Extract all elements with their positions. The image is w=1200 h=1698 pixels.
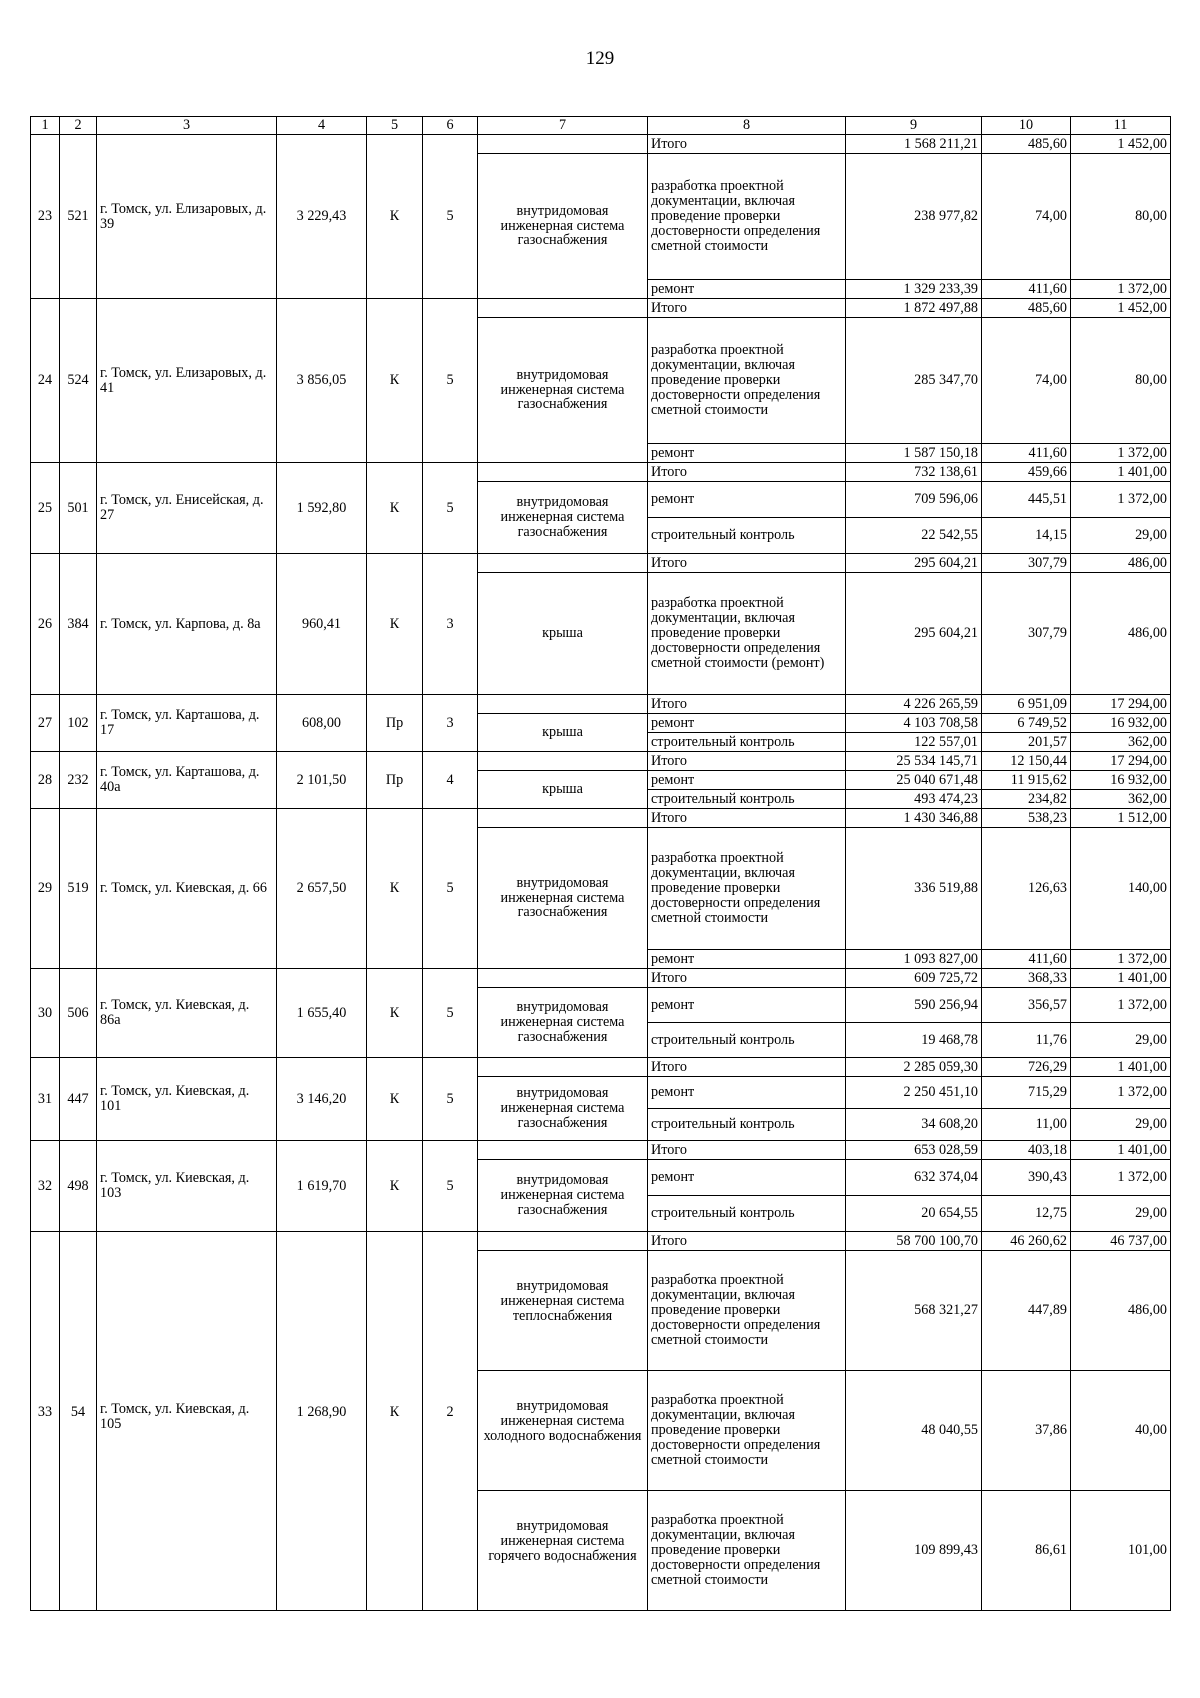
total-v11: 1 401,00 xyxy=(1071,1058,1171,1077)
row-address: г. Томск, ул. Енисейская, д. 27 xyxy=(97,463,277,554)
work-design-v10: 447,89 xyxy=(982,1251,1071,1371)
row-type: Пр xyxy=(367,752,423,809)
work-repair-v10: 6 749,52 xyxy=(982,714,1071,733)
table-row xyxy=(31,1141,1171,1160)
register-table xyxy=(30,116,1171,1611)
empty-cell xyxy=(478,299,648,318)
work-control-label: строительный контроль xyxy=(648,790,846,809)
work-repair-v10: 11 915,62 xyxy=(982,771,1071,790)
row-address: г. Томск, ул. Карпова, д. 8а xyxy=(97,554,277,695)
row-area: 1 592,80 xyxy=(277,463,367,554)
row-type: Пр xyxy=(367,695,423,752)
work-design-v9: 285 347,70 xyxy=(846,318,982,444)
work-repair-v9: 1 329 233,39 xyxy=(846,280,982,299)
row-number: 27 xyxy=(31,695,60,752)
row-type: К xyxy=(367,969,423,1058)
total-v9: 732 138,61 xyxy=(846,463,982,482)
row-code: 232 xyxy=(60,752,97,809)
work-repair-v11: 16 932,00 xyxy=(1071,714,1171,733)
row-floors: 5 xyxy=(423,1141,478,1232)
row-type: К xyxy=(367,463,423,554)
total-label: Итого xyxy=(648,809,846,828)
row-address: г. Томск, ул. Карташова, д. 17 xyxy=(97,695,277,752)
work-repair-v11: 1 372,00 xyxy=(1071,444,1171,463)
table-row xyxy=(31,554,1171,573)
work-repair-v9: 2 250 451,10 xyxy=(846,1077,982,1109)
table-row xyxy=(31,752,1171,771)
row-code: 524 xyxy=(60,299,97,463)
total-v11: 17 294,00 xyxy=(1071,695,1171,714)
work-repair-v10: 390,43 xyxy=(982,1160,1071,1196)
work-design-v11: 140,00 xyxy=(1071,828,1171,950)
work-design-label: разработка проектной документации, включая проведение проверки достоверности определения сметной стоимости xyxy=(648,1251,846,1371)
row-type: К xyxy=(367,299,423,463)
header-cell: 4 xyxy=(277,117,367,135)
work-control-v10: 12,75 xyxy=(982,1196,1071,1232)
work-control-label: строительный контроль xyxy=(648,1196,846,1232)
work-repair-v9: 25 040 671,48 xyxy=(846,771,982,790)
empty-cell xyxy=(478,809,648,828)
row-code: 521 xyxy=(60,135,97,299)
row-area: 2 657,50 xyxy=(277,809,367,969)
header-cell: 3 xyxy=(97,117,277,135)
row-number: 28 xyxy=(31,752,60,809)
header-cell: 7 xyxy=(478,117,648,135)
work-control-v11: 29,00 xyxy=(1071,518,1171,554)
header-cell: 1 xyxy=(31,117,60,135)
work-repair-v9: 709 596,06 xyxy=(846,482,982,518)
work-control-v9: 22 542,55 xyxy=(846,518,982,554)
row-type: К xyxy=(367,1232,423,1611)
row-floors: 5 xyxy=(423,1058,478,1141)
system-name: внутридомовая инженерная система газоснабжения xyxy=(478,1160,648,1232)
work-control-v9: 34 608,20 xyxy=(846,1109,982,1141)
row-area: 960,41 xyxy=(277,554,367,695)
work-design-v10: 37,86 xyxy=(982,1371,1071,1491)
empty-cell xyxy=(478,463,648,482)
work-design-label: разработка проектной документации, включая проведение проверки достоверности определения сметной стоимости xyxy=(648,828,846,950)
row-code: 447 xyxy=(60,1058,97,1141)
row-area: 1 268,90 xyxy=(277,1232,367,1611)
total-v10: 6 951,09 xyxy=(982,695,1071,714)
work-repair-v10: 715,29 xyxy=(982,1077,1071,1109)
row-code: 501 xyxy=(60,463,97,554)
work-design-v9: 48 040,55 xyxy=(846,1371,982,1491)
work-repair-v11: 1 372,00 xyxy=(1071,988,1171,1023)
header-cell: 6 xyxy=(423,117,478,135)
work-design-v11: 486,00 xyxy=(1071,573,1171,695)
row-floors: 5 xyxy=(423,135,478,299)
work-repair-v10: 411,60 xyxy=(982,950,1071,969)
row-area: 1 619,70 xyxy=(277,1141,367,1232)
total-label: Итого xyxy=(648,1232,846,1251)
work-control-v11: 362,00 xyxy=(1071,733,1171,752)
work-repair-v11: 1 372,00 xyxy=(1071,1160,1171,1196)
header-cell: 5 xyxy=(367,117,423,135)
total-v9: 609 725,72 xyxy=(846,969,982,988)
row-number: 26 xyxy=(31,554,60,695)
work-repair-v9: 1 587 150,18 xyxy=(846,444,982,463)
work-control-v10: 11,00 xyxy=(982,1109,1071,1141)
empty-cell xyxy=(478,969,648,988)
header-row xyxy=(31,117,1171,135)
work-design-v11: 80,00 xyxy=(1071,154,1171,280)
row-number: 24 xyxy=(31,299,60,463)
work-control-v11: 362,00 xyxy=(1071,790,1171,809)
row-area: 608,00 xyxy=(277,695,367,752)
row-type: К xyxy=(367,554,423,695)
work-design-v10: 74,00 xyxy=(982,154,1071,280)
work-repair-v11: 1 372,00 xyxy=(1071,280,1171,299)
row-floors: 5 xyxy=(423,463,478,554)
header-cell: 9 xyxy=(846,117,982,135)
work-design-v11: 40,00 xyxy=(1071,1371,1171,1491)
total-v11: 17 294,00 xyxy=(1071,752,1171,771)
header-cell: 10 xyxy=(982,117,1071,135)
empty-cell xyxy=(478,1141,648,1160)
work-control-label: строительный контроль xyxy=(648,733,846,752)
work-control-label: строительный контроль xyxy=(648,1023,846,1058)
total-v11: 486,00 xyxy=(1071,554,1171,573)
work-repair-v11: 16 932,00 xyxy=(1071,771,1171,790)
work-control-v10: 201,57 xyxy=(982,733,1071,752)
work-control-v9: 122 557,01 xyxy=(846,733,982,752)
work-design-label: разработка проектной документации, включая проведение проверки достоверности определения сметной стоимости (ремонт) xyxy=(648,573,846,695)
work-design-v9: 568 321,27 xyxy=(846,1251,982,1371)
work-design-v11: 101,00 xyxy=(1071,1491,1171,1611)
total-v9: 2 285 059,30 xyxy=(846,1058,982,1077)
row-code: 519 xyxy=(60,809,97,969)
work-design-v11: 486,00 xyxy=(1071,1251,1171,1371)
work-design-v11: 80,00 xyxy=(1071,318,1171,444)
system-name: внутридомовая инженерная система газоснабжения xyxy=(478,1077,648,1141)
row-floors: 5 xyxy=(423,809,478,969)
row-code: 384 xyxy=(60,554,97,695)
total-v9: 653 028,59 xyxy=(846,1141,982,1160)
system-name: внутридомовая инженерная система холодного водоснабжения xyxy=(478,1371,648,1491)
row-floors: 5 xyxy=(423,969,478,1058)
row-floors: 4 xyxy=(423,752,478,809)
row-number: 30 xyxy=(31,969,60,1058)
work-control-label: строительный контроль xyxy=(648,518,846,554)
work-repair-v10: 411,60 xyxy=(982,444,1071,463)
work-repair-label: ремонт xyxy=(648,482,846,518)
system-name: внутридомовая инженерная система газоснабжения xyxy=(478,988,648,1058)
work-design-v9: 295 604,21 xyxy=(846,573,982,695)
empty-cell xyxy=(478,1058,648,1077)
row-floors: 5 xyxy=(423,299,478,463)
total-label: Итого xyxy=(648,135,846,154)
total-label: Итого xyxy=(648,752,846,771)
row-type: К xyxy=(367,135,423,299)
row-code: 54 xyxy=(60,1232,97,1611)
table-row xyxy=(31,695,1171,714)
row-code: 102 xyxy=(60,695,97,752)
work-design-v9: 109 899,43 xyxy=(846,1491,982,1611)
work-control-v11: 29,00 xyxy=(1071,1196,1171,1232)
work-design-v9: 336 519,88 xyxy=(846,828,982,950)
total-v9: 1 568 211,21 xyxy=(846,135,982,154)
work-design-v9: 238 977,82 xyxy=(846,154,982,280)
total-label: Итого xyxy=(648,969,846,988)
header-cell: 11 xyxy=(1071,117,1171,135)
work-design-label: разработка проектной документации, включая проведение проверки достоверности определения сметной стоимости xyxy=(648,1371,846,1491)
row-floors: 3 xyxy=(423,554,478,695)
row-area: 3 229,43 xyxy=(277,135,367,299)
work-design-label: разработка проектной документации, включая проведение проверки достоверности определения сметной стоимости xyxy=(648,318,846,444)
work-repair-label: ремонт xyxy=(648,771,846,790)
table-row xyxy=(31,1232,1171,1251)
row-floors: 3 xyxy=(423,695,478,752)
system-name: внутридомовая инженерная система газоснабжения xyxy=(478,154,648,299)
empty-cell xyxy=(478,554,648,573)
work-control-v10: 11,76 xyxy=(982,1023,1071,1058)
empty-cell xyxy=(478,1232,648,1251)
table-row xyxy=(31,969,1171,988)
work-control-v9: 19 468,78 xyxy=(846,1023,982,1058)
table-row xyxy=(31,809,1171,828)
row-area: 2 101,50 xyxy=(277,752,367,809)
work-control-v10: 14,15 xyxy=(982,518,1071,554)
total-v11: 46 737,00 xyxy=(1071,1232,1171,1251)
table-row xyxy=(31,299,1171,318)
total-v9: 58 700 100,70 xyxy=(846,1232,982,1251)
work-repair-v10: 445,51 xyxy=(982,482,1071,518)
work-repair-label: ремонт xyxy=(648,1160,846,1196)
work-repair-v10: 356,57 xyxy=(982,988,1071,1023)
system-name: крыша xyxy=(478,573,648,695)
work-design-v10: 307,79 xyxy=(982,573,1071,695)
row-type: К xyxy=(367,809,423,969)
work-control-v10: 234,82 xyxy=(982,790,1071,809)
system-name: внутридомовая инженерная система теплоснабжения xyxy=(478,1251,648,1371)
total-v9: 1 430 346,88 xyxy=(846,809,982,828)
row-address: г. Томск, ул. Киевская, д. 103 xyxy=(97,1141,277,1232)
row-address: г. Томск, ул. Киевская, д. 105 xyxy=(97,1232,277,1611)
total-v10: 459,66 xyxy=(982,463,1071,482)
row-number: 31 xyxy=(31,1058,60,1141)
row-type: К xyxy=(367,1058,423,1141)
work-design-v10: 74,00 xyxy=(982,318,1071,444)
total-v11: 1 401,00 xyxy=(1071,1141,1171,1160)
work-repair-v9: 1 093 827,00 xyxy=(846,950,982,969)
work-repair-v9: 590 256,94 xyxy=(846,988,982,1023)
system-name: внутридомовая инженерная система газоснабжения xyxy=(478,318,648,463)
work-repair-label: ремонт xyxy=(648,1077,846,1109)
header-cell: 2 xyxy=(60,117,97,135)
row-address: г. Томск, ул. Елизаровых, д. 39 xyxy=(97,135,277,299)
empty-cell xyxy=(478,695,648,714)
work-repair-v11: 1 372,00 xyxy=(1071,482,1171,518)
total-v11: 1 401,00 xyxy=(1071,969,1171,988)
row-area: 3 856,05 xyxy=(277,299,367,463)
total-v11: 1 452,00 xyxy=(1071,135,1171,154)
table-row xyxy=(31,463,1171,482)
row-address: г. Томск, ул. Елизаровых, д. 41 xyxy=(97,299,277,463)
empty-cell xyxy=(478,135,648,154)
system-name: крыша xyxy=(478,771,648,809)
row-number: 23 xyxy=(31,135,60,299)
total-label: Итого xyxy=(648,1058,846,1077)
work-design-label: разработка проектной документации, включая проведение проверки достоверности определения сметной стоимости xyxy=(648,154,846,280)
work-repair-v11: 1 372,00 xyxy=(1071,1077,1171,1109)
table-row xyxy=(31,135,1171,154)
header-cell: 8 xyxy=(648,117,846,135)
total-v11: 1 512,00 xyxy=(1071,809,1171,828)
empty-cell xyxy=(478,752,648,771)
row-number: 33 xyxy=(31,1232,60,1611)
work-repair-label: ремонт xyxy=(648,988,846,1023)
total-v9: 4 226 265,59 xyxy=(846,695,982,714)
total-v10: 368,33 xyxy=(982,969,1071,988)
total-v9: 295 604,21 xyxy=(846,554,982,573)
row-type: К xyxy=(367,1141,423,1232)
total-v9: 1 872 497,88 xyxy=(846,299,982,318)
work-control-v11: 29,00 xyxy=(1071,1023,1171,1058)
row-address: г. Томск, ул. Киевская, д. 86а xyxy=(97,969,277,1058)
work-repair-label: ремонт xyxy=(648,950,846,969)
total-label: Итого xyxy=(648,1141,846,1160)
row-area: 3 146,20 xyxy=(277,1058,367,1141)
total-v10: 12 150,44 xyxy=(982,752,1071,771)
work-repair-v11: 1 372,00 xyxy=(1071,950,1171,969)
row-code: 498 xyxy=(60,1141,97,1232)
total-v10: 46 260,62 xyxy=(982,1232,1071,1251)
row-floors: 2 xyxy=(423,1232,478,1611)
total-v11: 1 401,00 xyxy=(1071,463,1171,482)
total-v10: 403,18 xyxy=(982,1141,1071,1160)
row-number: 29 xyxy=(31,809,60,969)
work-control-label: строительный контроль xyxy=(648,1109,846,1141)
work-design-label: разработка проектной документации, включая проведение проверки достоверности определения сметной стоимости xyxy=(648,1491,846,1611)
row-area: 1 655,40 xyxy=(277,969,367,1058)
total-v10: 726,29 xyxy=(982,1058,1071,1077)
total-v9: 25 534 145,71 xyxy=(846,752,982,771)
work-repair-label: ремонт xyxy=(648,714,846,733)
work-repair-label: ремонт xyxy=(648,280,846,299)
work-repair-v9: 632 374,04 xyxy=(846,1160,982,1196)
table-row xyxy=(31,1058,1171,1077)
work-repair-label: ремонт xyxy=(648,444,846,463)
row-address: г. Томск, ул. Карташова, д. 40а xyxy=(97,752,277,809)
total-label: Итого xyxy=(648,463,846,482)
total-v10: 485,60 xyxy=(982,135,1071,154)
system-name: внутридомовая инженерная система газоснабжения xyxy=(478,482,648,554)
row-number: 32 xyxy=(31,1141,60,1232)
total-v10: 307,79 xyxy=(982,554,1071,573)
work-design-v10: 126,63 xyxy=(982,828,1071,950)
work-control-v11: 29,00 xyxy=(1071,1109,1171,1141)
total-v10: 538,23 xyxy=(982,809,1071,828)
total-label: Итого xyxy=(648,554,846,573)
work-repair-v10: 411,60 xyxy=(982,280,1071,299)
system-name: крыша xyxy=(478,714,648,752)
work-repair-v9: 4 103 708,58 xyxy=(846,714,982,733)
total-label: Итого xyxy=(648,695,846,714)
total-v10: 485,60 xyxy=(982,299,1071,318)
row-address: г. Томск, ул. Киевская, д. 101 xyxy=(97,1058,277,1141)
total-v11: 1 452,00 xyxy=(1071,299,1171,318)
work-control-v9: 20 654,55 xyxy=(846,1196,982,1232)
system-name: внутридомовая инженерная система газоснабжения xyxy=(478,828,648,969)
row-address: г. Томск, ул. Киевская, д. 66 xyxy=(97,809,277,969)
row-code: 506 xyxy=(60,969,97,1058)
page-number: 129 xyxy=(585,48,615,69)
system-name: внутридомовая инженерная система горячего водоснабжения xyxy=(478,1491,648,1611)
row-number: 25 xyxy=(31,463,60,554)
total-label: Итого xyxy=(648,299,846,318)
work-design-v10: 86,61 xyxy=(982,1491,1071,1611)
work-control-v9: 493 474,23 xyxy=(846,790,982,809)
